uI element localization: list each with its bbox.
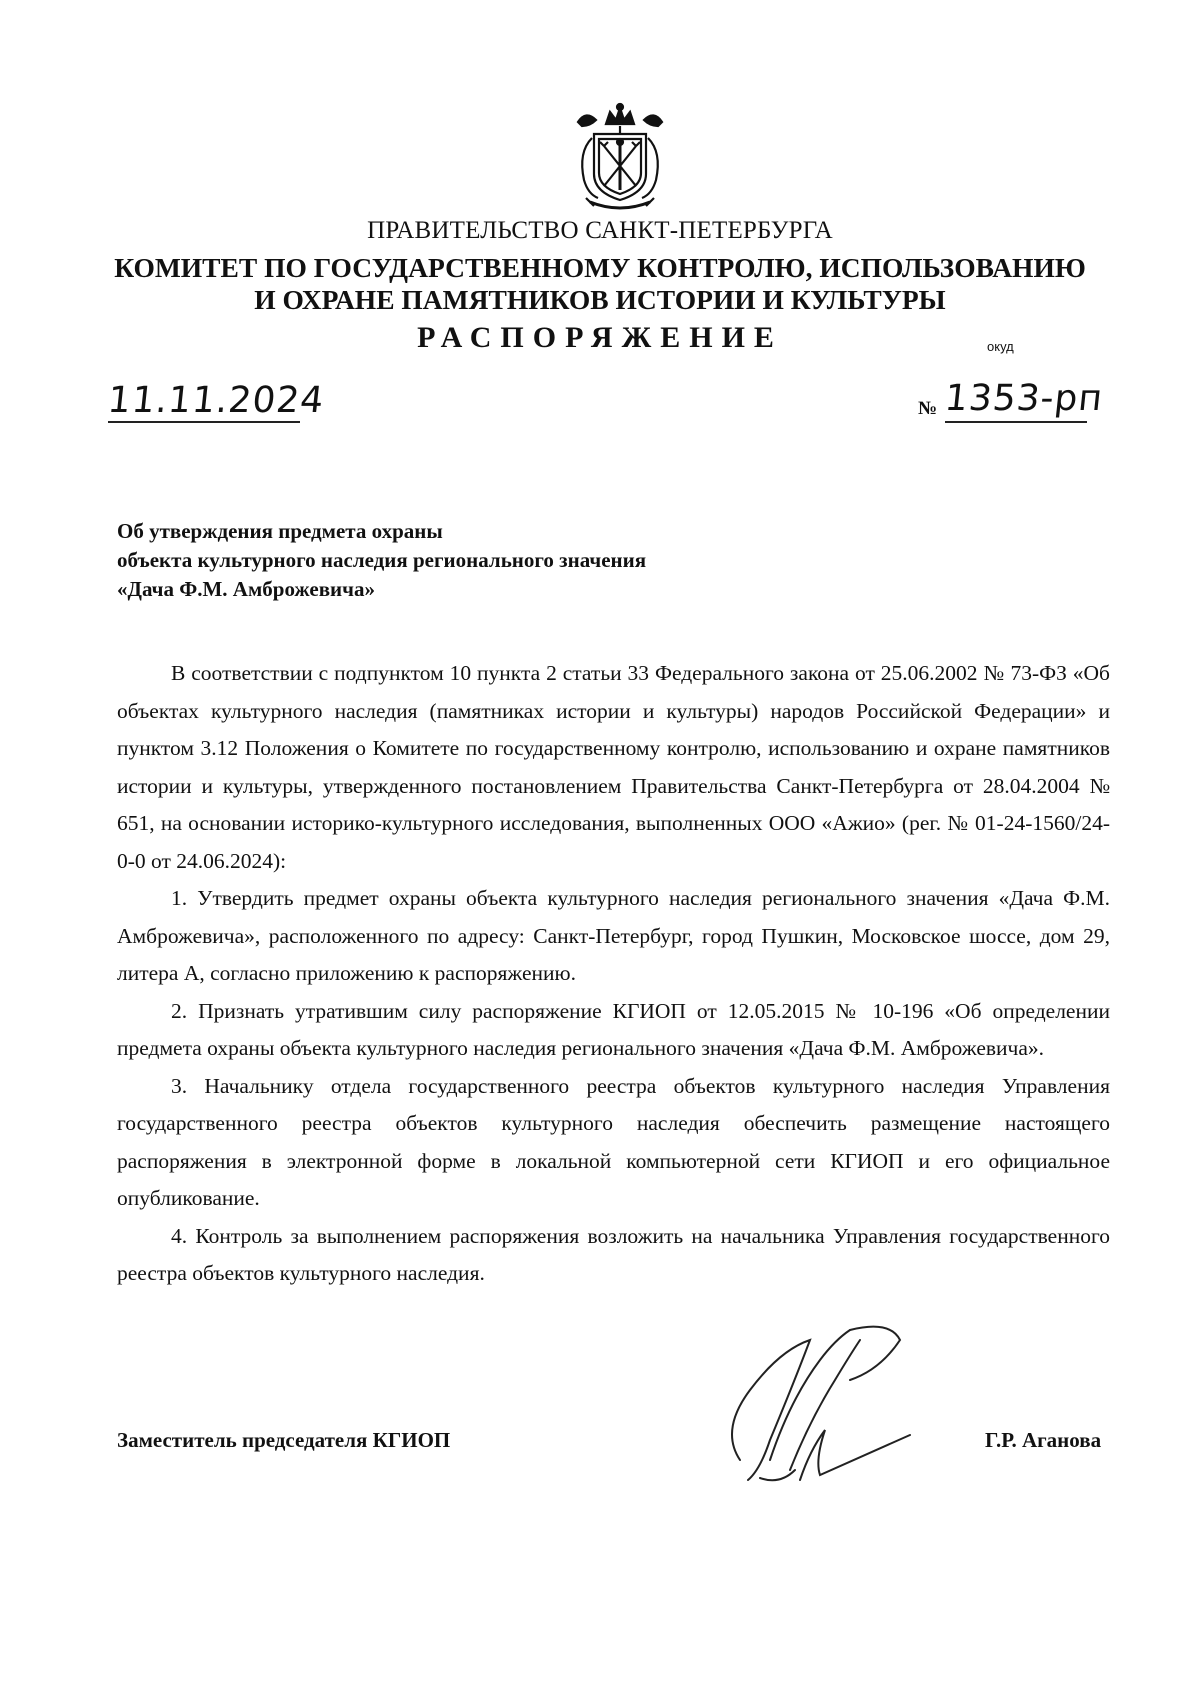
clause-2: 2. Признать утратившим силу распоряжение КГИОП от 12.05.2015 № 10-196 «Об определении предмета охраны объекта культурного наследия регионального значения «Дача Ф.М. Амброжевича».	[117, 998, 1110, 1060]
subject-line: «Дача Ф.М. Амброжевича»	[117, 577, 375, 601]
coat-of-arms-icon	[568, 102, 672, 214]
preamble-paragraph: В соответствии с подпунктом 10 пункта 2 статьи 33 Федерального закона от 25.06.2002 № 73-ФЗ «Об объектах культурного наследия (памятниках истории и культуры) народов Российской Федерации» и пунктом 3.12 Положения о Комитете по государственному контролю, использованию и охране памятников истории и культуры, утвержденного постановлением Правительства Санкт-Петербурга от 28.04.2004 № 651, на основании историко-культурного исследования, выполненных ООО «Ажио» (рег. № 01-24-1560/24-0-0 от 24.06.2024):	[117, 661, 1110, 873]
number-underline	[945, 421, 1087, 423]
document-date: 11.11.2024	[105, 380, 327, 421]
document-type: РАСПОРЯЖЕНИЕ	[417, 321, 783, 354]
clause-1: 1. Утвердить предмет охраны объекта культурного наследия регионального значения «Дача Ф.М. Амброжевича», расположенного по адресу: Санкт-Петербург, город Пушкин, Московское шоссе, дом 29, литера А, согласно приложению к распоряжению.	[117, 886, 1110, 985]
committee-title-line-2: И ОХРАНЕ ПАМЯТНИКОВ ИСТОРИИ И КУЛЬТУРЫ	[254, 284, 946, 315]
subject-line: объекта культурного наследия регионального значения	[117, 548, 647, 572]
handwritten-signature-icon	[700, 1310, 930, 1510]
government-title: ПРАВИТЕЛЬСТВО САНКТ-ПЕТЕРБУРГА	[367, 217, 833, 244]
signatory-name: Г.Р. Аганова	[985, 1428, 1102, 1452]
document-number: 1353-рп	[942, 378, 1106, 419]
clause-4: 4. Контроль за выполнением распоряжения возложить на начальника Управления государственного реестра объектов культурного наследия.	[117, 1223, 1110, 1285]
number-sign: №	[918, 398, 938, 419]
committee-title	[0, 252, 1200, 316]
okud-label: окуд	[987, 339, 1014, 354]
document-body	[117, 655, 1110, 1293]
subject-line: Об утверждения предмета охраны	[117, 519, 443, 543]
date-underline	[108, 421, 300, 423]
committee-title-line-1: КОМИТЕТ ПО ГОСУДАРСТВЕННОМУ КОНТРОЛЮ, ИСПОЛЬЗОВАНИЮ	[114, 252, 1086, 283]
clause-3: 3. Начальнику отдела государственного реестра объектов культурного наследия Управления государственного реестра объектов культурного наследия обеспечить размещение настоящего распоряжения в электронной форме в локальной компьютерной сети КГИОП и его официальное опубликование.	[117, 1073, 1110, 1210]
signatory-position: Заместитель председателя КГИОП	[117, 1428, 451, 1452]
document-subject	[117, 517, 737, 604]
